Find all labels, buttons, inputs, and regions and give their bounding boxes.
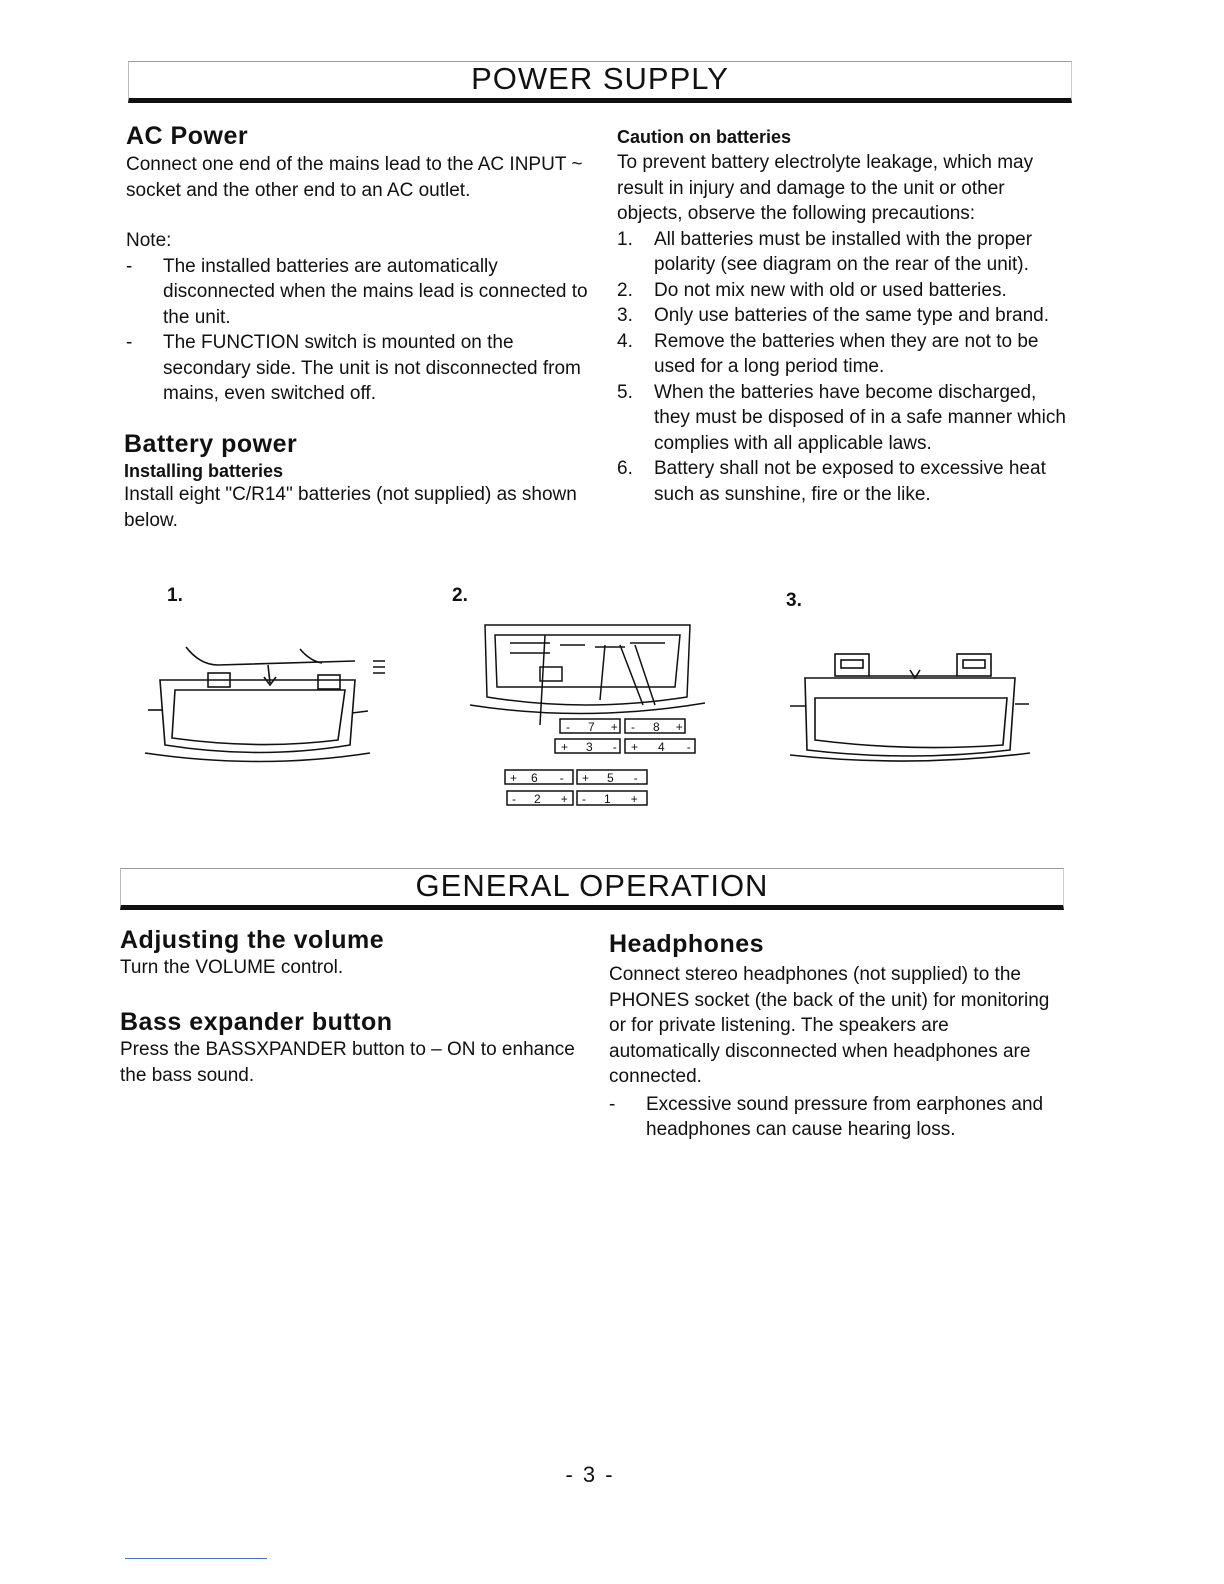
- volume-heading: Adjusting the volume: [120, 926, 385, 954]
- ac-power-section: [126, 122, 588, 407]
- ac-power-heading: AC Power: [126, 122, 249, 150]
- general-operation-title: GENERAL OPERATION: [415, 868, 769, 903]
- figure-1-label: 1.: [167, 585, 183, 606]
- general-operation-banner: [120, 868, 1064, 910]
- bass-body: Press the BASSXPANDER button to – ON to enhance the bass sound.: [120, 1039, 575, 1086]
- power-supply-banner: [128, 61, 1072, 103]
- note-item: - The FUNCTION switch is mounted on the secondary side. The unit is not disconnected from mains, even switched off.: [126, 332, 581, 404]
- battery-2-label: - 2 +: [512, 792, 568, 806]
- headphones-notes: [609, 1092, 1059, 1143]
- ac-power-body: Connect one end of the mains lead to the AC INPUT ~ socket and the other end to an AC outlet.: [126, 154, 583, 201]
- caution-item: 6. Battery shall not be exposed to excessive heat such as sunshine, fire or the like.: [617, 458, 1046, 505]
- caution-heading: Caution on batteries: [617, 127, 792, 147]
- footer-rule: [125, 1558, 267, 1559]
- headphones-heading: Headphones: [609, 930, 765, 958]
- caution-intro: To prevent battery electrolyte leakage, which may result in injury and damage to the unit or other objects, observe the following precautions:: [617, 152, 1034, 224]
- volume-body: Turn the VOLUME control.: [120, 957, 344, 978]
- power-supply-title: POWER SUPPLY: [471, 61, 729, 96]
- figure-1-illustration: [140, 635, 385, 775]
- bass-section: [120, 1008, 580, 1088]
- caution-list: [617, 227, 1069, 508]
- battery-3-label: + 3 -: [561, 740, 617, 754]
- caution-item: 5. When the batteries have become discharged, they must be disposed of in a safe manner which complies with all applicable laws.: [617, 381, 1066, 454]
- caution-item: 4. Remove the batteries when they are not to be used for a long period time.: [617, 330, 1039, 377]
- figure-3-illustration: [785, 640, 1035, 775]
- headphones-body: Connect stereo headphones (not supplied) to the PHONES socket (the back of the unit) for monitoring or for private listening. The speakers are automatically disconnected when headphones are connected.: [609, 964, 1050, 1087]
- note-text: The installed batteries are automatically disconnected when the mains lead is connected to the unit.: [163, 255, 588, 328]
- headphones-note-text: Excessive sound pressure from earphones and headphones can cause hearing loss.: [646, 1093, 1044, 1140]
- caution-item: 2. Do not mix new with old or used batteries.: [617, 279, 1007, 301]
- headphones-note: - Excessive sound pressure from earphones and headphones can cause hearing loss.: [609, 1093, 1044, 1140]
- battery-8-label: - 8 +: [631, 720, 683, 734]
- caution-item: 1. All batteries must be installed with the proper polarity (see diagram on the rear of the unit).: [617, 228, 1033, 275]
- note-text: The FUNCTION switch is mounted on the secondary side. The unit is not disconnected from mains, even switched off.: [163, 332, 581, 404]
- battery-power-heading: Battery power: [124, 430, 298, 458]
- battery-1-label: - 1 +: [582, 792, 638, 806]
- page-number: - 3 -: [565, 1462, 615, 1487]
- headphones-section: [609, 930, 1059, 1143]
- battery-power-section: [124, 430, 586, 533]
- battery-4-label: + 4 -: [631, 740, 691, 754]
- note-list: [126, 254, 588, 407]
- battery-7-label: - 7 +: [566, 720, 618, 734]
- bass-heading: Bass expander button: [120, 1008, 393, 1036]
- battery-5-label: + 5 -: [582, 771, 638, 785]
- battery-6-label: + 6 -: [510, 771, 564, 785]
- caution-section: [617, 127, 1069, 507]
- note-item: - The installed batteries are automatically disconnected when the mains lead is connected to the unit.: [126, 255, 588, 328]
- battery-power-body: Install eight "C/R14" batteries (not supplied) as shown below.: [124, 484, 577, 531]
- note-label: Note:: [126, 230, 172, 251]
- installing-batteries-heading: Installing batteries: [124, 461, 284, 481]
- caution-item: 3. Only use batteries of the same type and brand.: [617, 305, 1050, 326]
- figure-2-illustration: [465, 605, 715, 815]
- volume-section: [120, 926, 590, 981]
- figure-3-label: 3.: [786, 590, 802, 611]
- figure-2-label: 2.: [452, 585, 468, 606]
